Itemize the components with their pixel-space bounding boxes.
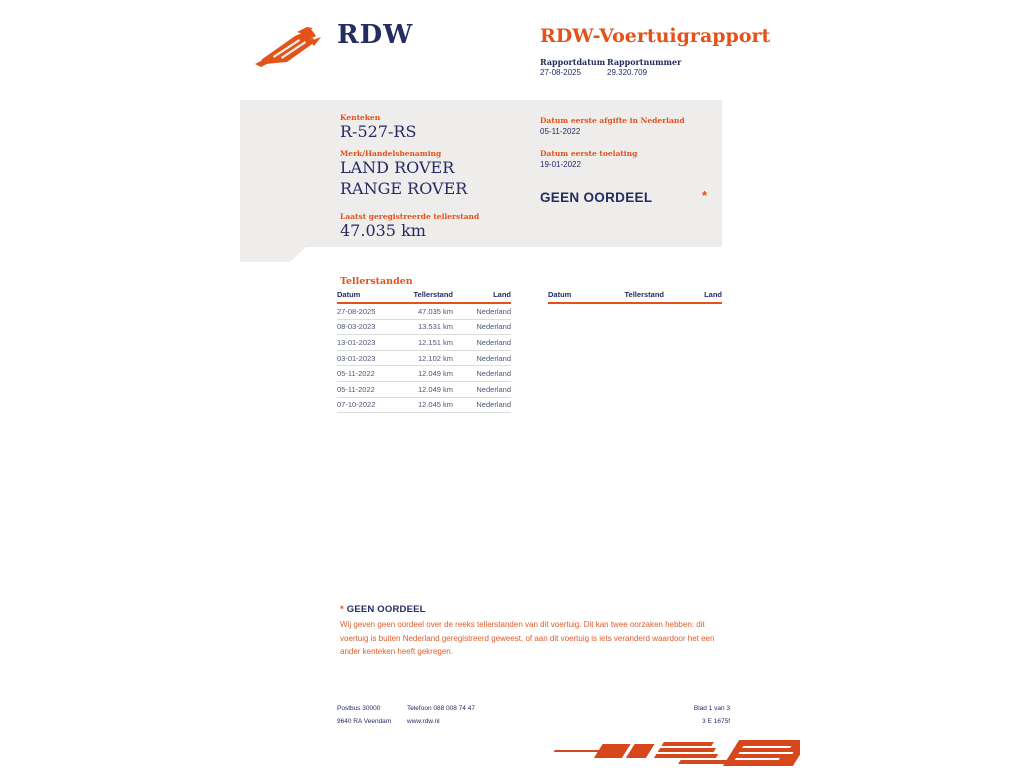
column-header-datum: Datum [337,290,407,303]
table-row [337,319,511,335]
table-cell: 08-03-2023 [337,319,407,335]
odometer-section-title: Tellerstanden [340,276,413,287]
panel-corner-tail [240,247,306,262]
footer-form-code: 3 E 1675f [702,718,730,725]
table-cell: Nederland [453,319,511,335]
report-number-value: 29.320.709 [607,68,648,77]
table-cell: Nederland [453,303,511,319]
odometer-label: Laatst geregistreerde tellerstand [340,212,480,221]
table-cell: 07-10-2022 [337,397,407,413]
table-cell: Nederland [453,381,511,397]
table-cell: Nederland [453,350,511,366]
footnote-heading [340,604,426,615]
table-cell: Nederland [453,335,511,351]
table-cell: 05-11-2022 [337,366,407,382]
brand-label: Merk/Handelsbenaming [340,149,442,158]
footer-contact [407,702,475,728]
odometer-table-continued [548,290,722,304]
verdict-text: GEEN OORDEEL [540,190,653,205]
license-plate-value: R-527-RS [340,122,417,141]
odometer-table-header [548,290,722,303]
column-header-tellerstand: Tellerstand [618,290,664,303]
footer-address-line2: 9640 RA Veendam [337,718,392,725]
table-cell: 12.049 km [407,381,453,397]
footnote-title: GEEN OORDEEL [346,604,426,615]
rdw-wordmark: RDW [337,20,414,50]
verdict-asterisk: * [702,188,708,203]
report-date-value: 27-08-2025 [540,68,581,77]
first-admission-value: 19-01-2022 [540,160,581,169]
footer-website: www.rdw.nl [407,718,440,725]
first-issue-value: 05-11-2022 [540,127,581,136]
table-cell: Nederland [453,366,511,382]
license-plate-label: Kenteken [340,113,381,122]
odometer-table-header [337,290,511,303]
table-row [337,381,511,397]
footer-phone: Telefoon 088 008 74 47 [407,705,475,712]
model-value: RANGE ROVER [340,179,468,198]
column-header-land: Land [664,290,722,303]
table-cell: 27-08-2025 [337,303,407,319]
table-row [337,303,511,319]
footer-address-line1: Postbus 30000 [337,705,381,712]
table-cell: 05-11-2022 [337,381,407,397]
table-cell: 03-01-2023 [337,350,407,366]
brand-value: LAND ROVER [340,158,455,177]
odometer-table [337,290,511,413]
footer-pagination [600,702,730,728]
rdw-logo-icon [253,26,333,77]
first-issue-label: Datum eerste afgifte in Nederland [540,116,685,125]
table-cell: 13-01-2023 [337,335,407,351]
footer-page-number: Blad 1 van 3 [693,705,730,712]
footnote-text: Wij geven geen oordeel over de reeks tellerstanden van dit voertuig. Dit kan twee oorzaken hebben: dit voertuig is buiten Nederland geregistreerd geweest, of aan dit voertuig is iets veranderd waardoor het een ander kenteken heeft gekregen. [340,620,715,656]
column-header-land: Land [453,290,511,303]
table-cell: 12.102 km [407,350,453,366]
report-date-label: Rapportdatum [540,57,606,67]
table-row [337,350,511,366]
rdw-wing-graphic [545,737,800,768]
footnote-asterisk: * [340,604,344,615]
table-cell: 12.045 km [407,397,453,413]
table-row [337,366,511,382]
table-cell: 47.035 km [407,303,453,319]
table-cell: 13.531 km [407,319,453,335]
table-cell: Nederland [453,397,511,413]
table-row [337,335,511,351]
table-cell: 12.049 km [407,366,453,382]
footer-address [337,702,391,728]
column-header-datum: Datum [548,290,618,303]
first-admission-label: Datum eerste toelating [540,149,638,158]
table-cell: 12.151 km [407,335,453,351]
odometer-table-body [337,303,511,413]
odometer-value: 47.035 km [340,221,426,240]
column-header-tellerstand: Tellerstand [407,290,453,303]
table-row [337,397,511,413]
report-number-label: Rapportnummer [607,57,682,67]
report-title: RDW-Voertuigrapport [540,25,771,47]
